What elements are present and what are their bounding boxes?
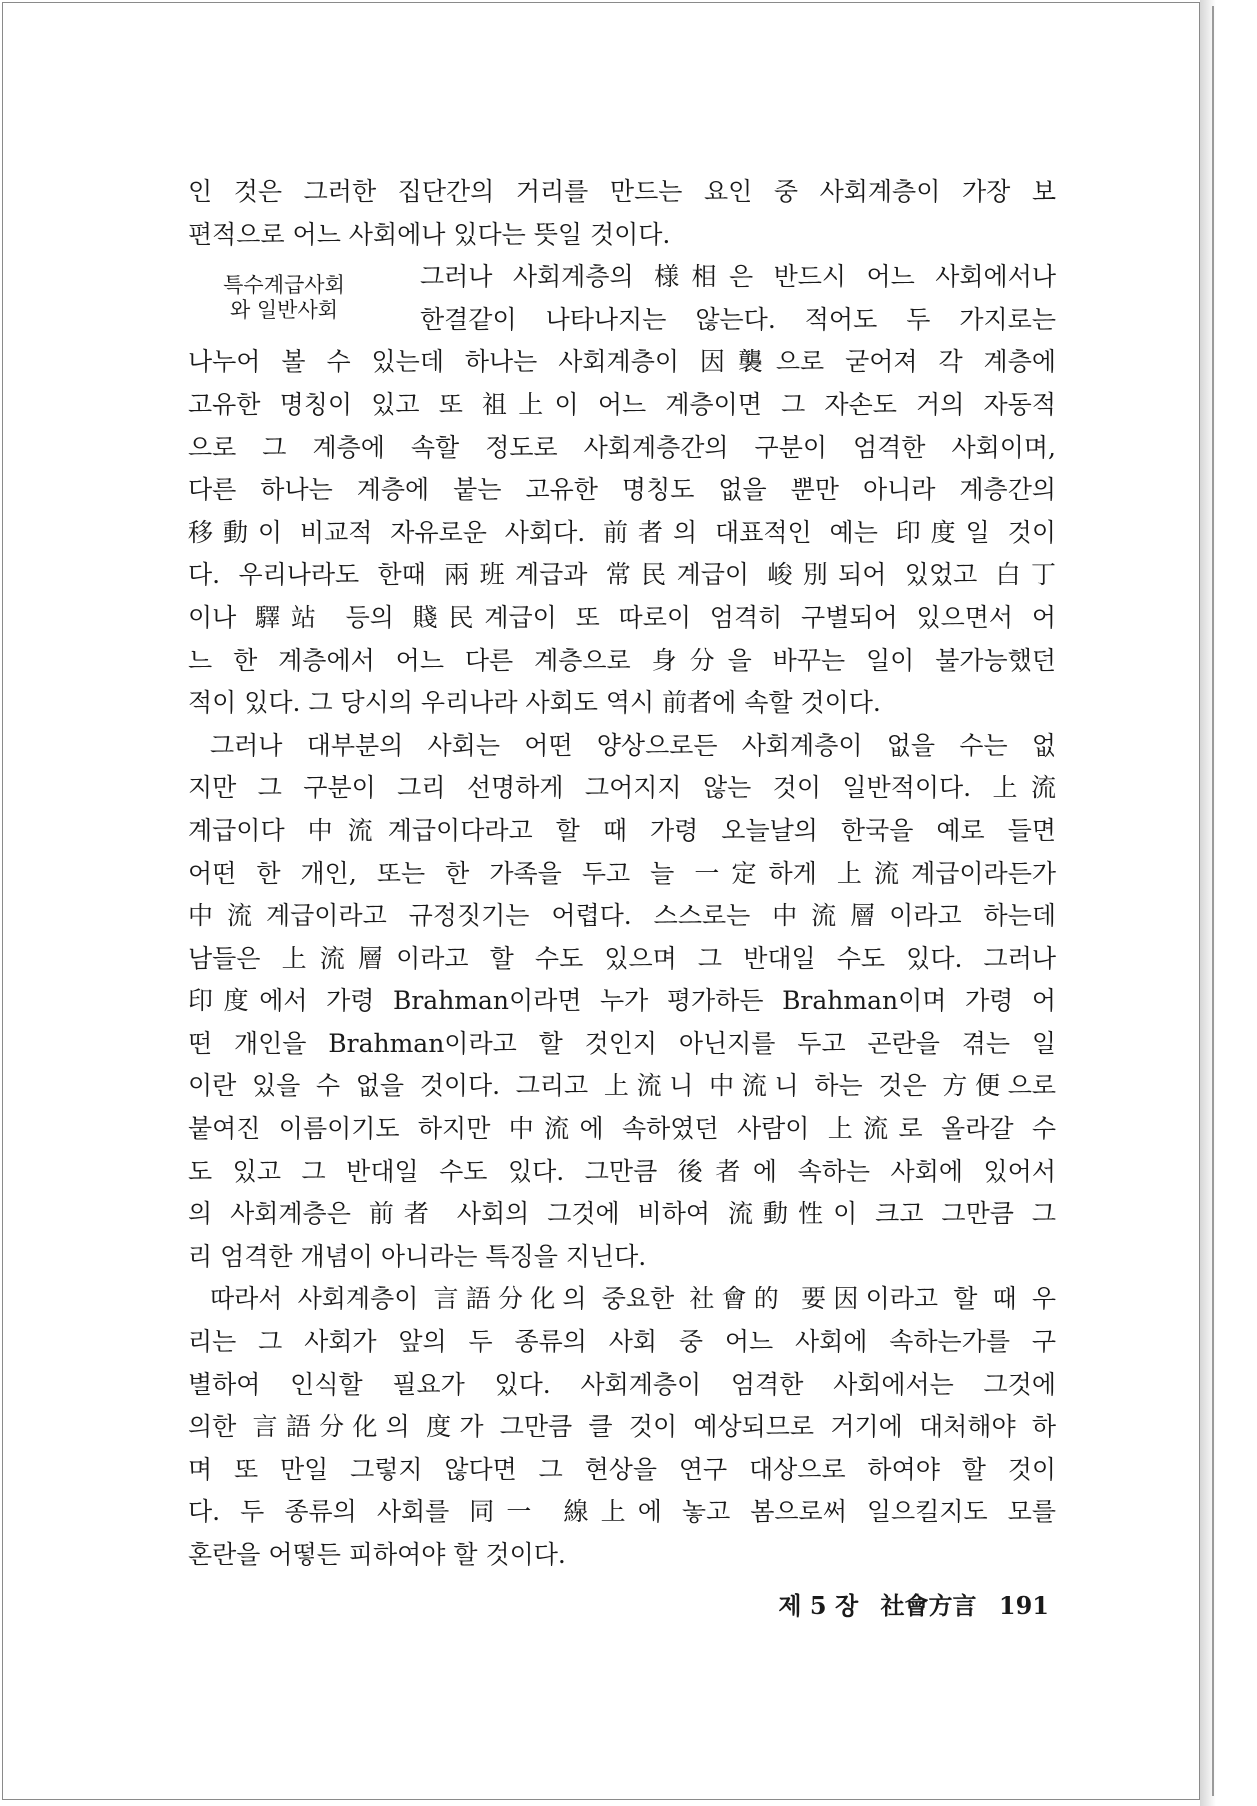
text-line: 느 한 계층에서 어느 다른 계층으로 身分을 바꾸는 일이 불가능했던: [188, 645, 1056, 675]
body-text: [188, 171, 1056, 1577]
section-title: 社會方言: [880, 1591, 977, 1620]
text-line: 혼란을 어떻든 피하여야 할 것이다.: [188, 1540, 566, 1569]
text-line: 의 사회계층은 前者 사회의 그것에 비하여 流動性이 크고 그만큼 그: [188, 1199, 1056, 1229]
text-line: 며 또 만일 그렇지 않다면 그 현상을 연구 대상으로 하여야 할 것이: [188, 1454, 1056, 1484]
chapter-label: 제 5 장: [778, 1591, 859, 1620]
text-line: 따라서 사회계층이 言語分化의 중요한 社會的 要因이라고 할 때 우: [210, 1284, 1056, 1314]
side-heading-line: 와 일반사회: [229, 298, 339, 322]
text-line: 어떤 한 개인, 또는 한 가족을 두고 늘 一定하게 上流계급이라든가: [188, 858, 1056, 888]
text-line: 지만 그 구분이 그리 선명하게 그어지지 않는 것이 일반적이다. 上流: [188, 773, 1056, 803]
text-line: 붙여진 이름이기도 하지만 中流에 속하였던 사람이 上流로 올라갈 수: [188, 1114, 1056, 1144]
text-line: 나누어 볼 수 있는데 하나는 사회계층이 因襲으로 굳어져 각 계층에: [188, 347, 1056, 377]
text-line: 다. 두 종류의 사회를 同一 線上에 놓고 봄으로써 일으킬지도 모를: [188, 1497, 1056, 1527]
text-line: 한결같이 나타나지는 않는다. 적어도 두 가지로는: [420, 304, 1056, 334]
text-line: 떤 개인을 Brahman이라고 할 것인지 아닌지를 두고 곤란을 겪는 일: [188, 1028, 1056, 1058]
text-line: 적이 있다. 그 당시의 우리나라 사회도 역시 前者에 속할 것이다.: [188, 688, 881, 718]
book-page: [2, 2, 1200, 1800]
text-line: 도 있고 그 반대일 수도 있다. 그만큼 後者에 속하는 사회에 있어서: [188, 1156, 1056, 1186]
page-number: 191: [998, 1591, 1049, 1620]
text-line: 다른 하나는 계층에 붙는 고유한 명칭도 없을 뿐만 아니라 계층간의: [188, 475, 1056, 505]
text-line: 으로 그 계층에 속할 정도로 사회계층간의 구분이 엄격한 사회이며,: [188, 432, 1056, 462]
text-line: 그러나 사회계층의 様相은 반드시 어느 사회에서나: [420, 262, 1056, 292]
text-line: 다. 우리나라도 한때 兩班계급과 常民계급이 峻別되어 있었고 白丁: [188, 560, 1056, 590]
text-line: 이나 驛站 등의 賤民계급이 또 따로이 엄격히 구별되어 있으면서 어: [188, 602, 1056, 632]
text-line: 이란 있을 수 없을 것이다. 그리고 上流니 中流니 하는 것은 方便으로: [188, 1071, 1056, 1101]
text-line: 그러나 대부분의 사회는 어떤 양상으로든 사회계층이 없을 수는 없: [210, 730, 1056, 760]
text-line: 계급이다 中流계급이다라고 할 때 가령 오늘날의 한국을 예로 들면: [188, 815, 1056, 845]
text-line: 리는 그 사회가 앞의 두 종류의 사회 중 어느 사회에 속하는가를 구: [188, 1327, 1056, 1357]
text-line: 별하여 인식할 필요가 있다. 사회계층이 엄격한 사회에서는 그것에: [188, 1369, 1056, 1399]
text-line: 편적으로 어느 사회에나 있다는 뜻일 것이다.: [188, 219, 671, 249]
text-line: 의한 言語分化의 度가 그만큼 클 것이 예상되므로 거기에 대처해야 하: [188, 1412, 1056, 1442]
page-edge-line: [1212, 6, 1214, 1796]
text-line: 中流계급이라고 규정짓기는 어렵다. 스스로는 中流層이라고 하는데: [188, 901, 1056, 931]
text-line: 남들은 上流層이라고 할 수도 있으며 그 반대일 수도 있다. 그러나: [188, 943, 1056, 973]
text-line: 인 것은 그러한 집단간의 거리를 만드는 요인 중 사회계층이 가장 보: [188, 177, 1056, 206]
text-line: 印度에서 가령 Brahman이라면 누가 평가하든 Brahman이며 가령 어: [188, 986, 1056, 1016]
text-line: 고유한 명칭이 있고 또 祖上이 어느 계층이면 그 자손도 거의 자동적: [188, 389, 1056, 419]
side-heading-line: 특수계급사회: [223, 273, 345, 297]
text-line: 移動이 비교적 자유로운 사회다. 前者의 대표적인 예는 印度일 것이: [188, 517, 1056, 547]
text-line: 리 엄격한 개념이 아니라는 특징을 지닌다.: [188, 1241, 647, 1271]
page-footer: [764, 1586, 1049, 1621]
